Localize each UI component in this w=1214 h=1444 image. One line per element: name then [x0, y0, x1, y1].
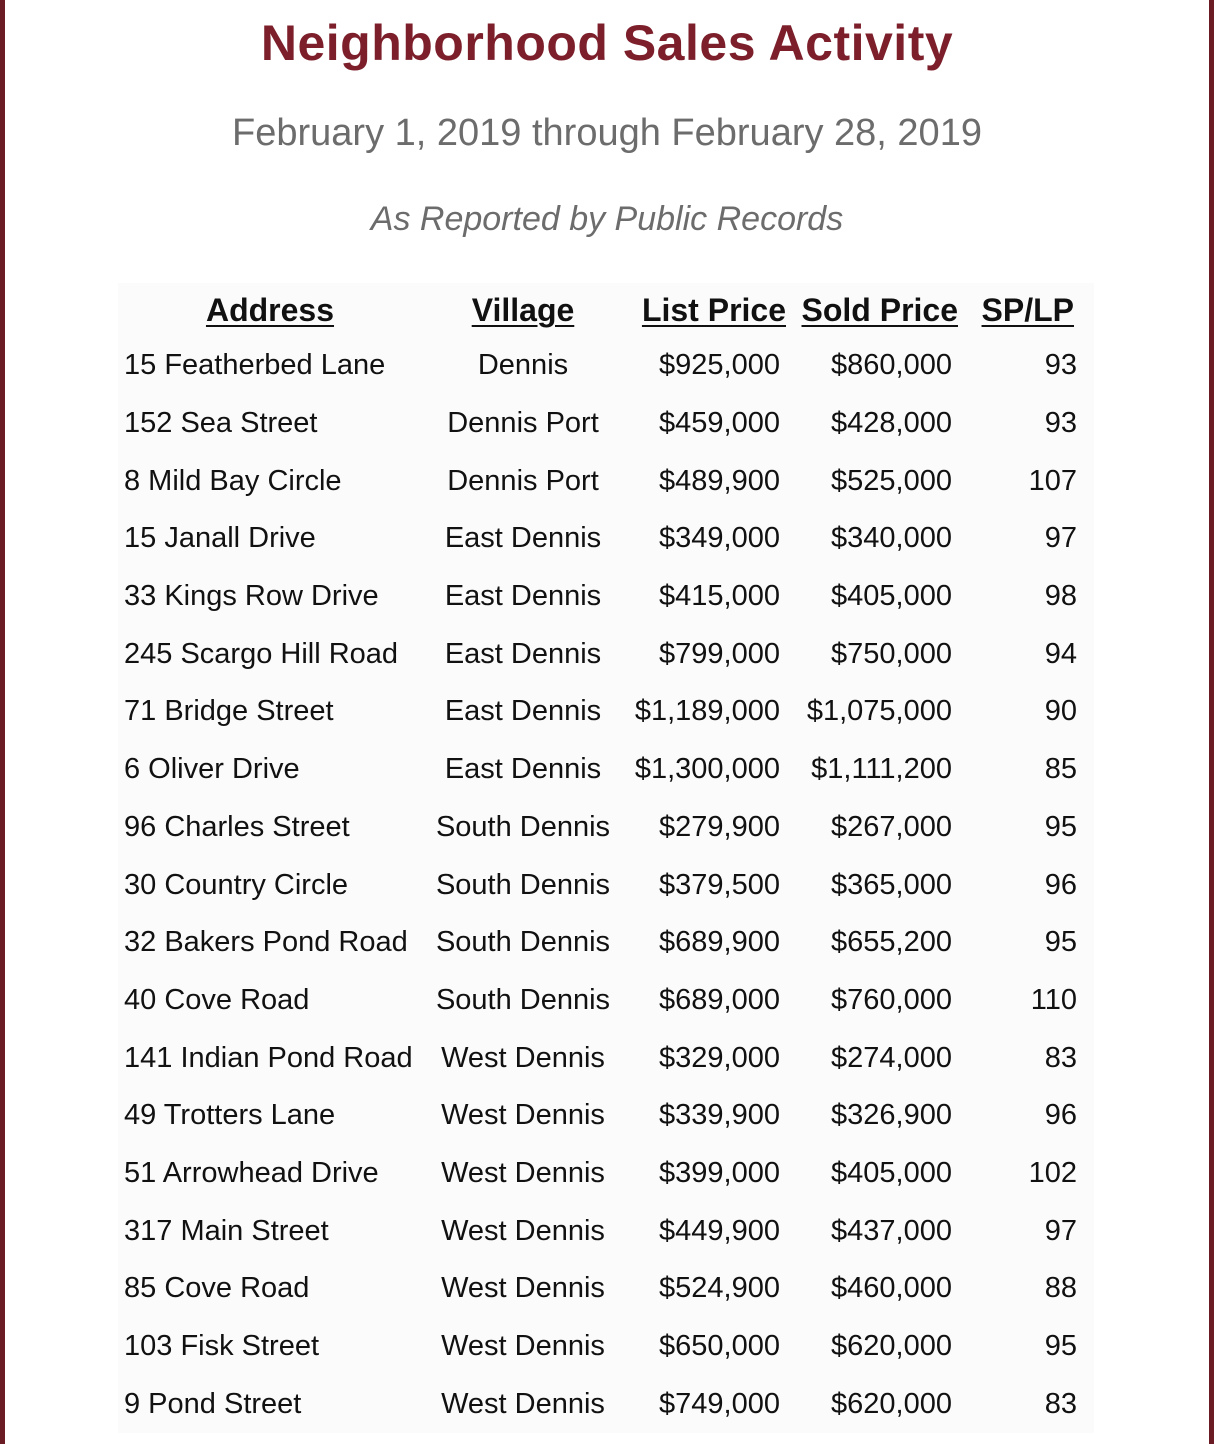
cell-address: 6 Oliver Drive — [124, 753, 300, 786]
cell-sold-price: $405,000 — [831, 580, 952, 613]
cell-list-price: $524,900 — [659, 1272, 780, 1305]
cell-sold-price: $1,075,000 — [806, 695, 952, 728]
table-row — [118, 1375, 1094, 1433]
table-row — [118, 1087, 1094, 1145]
cell-sold-price: $525,000 — [831, 464, 952, 497]
cell-village: East Dennis — [444, 522, 602, 555]
cell-village: Dennis Port — [447, 407, 599, 440]
column-header-sp-lp: SP/LP — [981, 291, 1074, 328]
table-row — [118, 741, 1094, 799]
table-row — [118, 452, 1094, 510]
cell-sp-lp: 93 — [1044, 407, 1077, 440]
cell-address: 51 Arrowhead Drive — [124, 1156, 379, 1189]
cell-village: West Dennis — [441, 1272, 605, 1305]
cell-address: 40 Cove Road — [124, 983, 310, 1016]
cell-sold-price: $405,000 — [831, 1156, 952, 1189]
cell-sp-lp: 90 — [1044, 695, 1077, 728]
cell-village: Dennis — [477, 349, 569, 382]
table-row — [118, 510, 1094, 568]
cell-sold-price: $760,000 — [831, 983, 952, 1016]
cell-address: 8 Mild Bay Circle — [124, 464, 342, 497]
cell-village: East Dennis — [444, 580, 602, 613]
cell-sold-price: $460,000 — [831, 1272, 952, 1305]
sales-table — [118, 283, 1094, 1433]
cell-list-price: $349,000 — [659, 522, 780, 555]
table-row — [118, 1318, 1094, 1376]
table-row — [118, 856, 1094, 914]
cell-sold-price: $267,000 — [831, 810, 952, 843]
cell-address: 49 Trotters Lane — [124, 1099, 336, 1132]
cell-list-price: $650,000 — [659, 1330, 780, 1363]
cell-sold-price: $655,200 — [831, 926, 952, 959]
table-row — [118, 395, 1094, 453]
cell-address: 141 Indian Pond Road — [124, 1041, 413, 1074]
cell-sp-lp: 96 — [1044, 868, 1077, 901]
cell-sp-lp: 88 — [1044, 1272, 1077, 1305]
page-title: Neighborhood Sales Activity — [260, 15, 954, 71]
cell-village: Dennis Port — [447, 464, 599, 497]
cell-village: West Dennis — [441, 1156, 605, 1189]
cell-address: 96 Charles Street — [124, 810, 350, 843]
column-header-address: Address — [205, 291, 335, 328]
cell-address: 317 Main Street — [124, 1214, 329, 1247]
cell-sp-lp: 102 — [1028, 1156, 1077, 1189]
cell-village: South Dennis — [435, 810, 611, 843]
cell-list-price: $689,000 — [659, 983, 780, 1016]
cell-sold-price: $428,000 — [831, 407, 952, 440]
column-header-sold-price: Sold Price — [801, 291, 958, 328]
cell-address: 152 Sea Street — [124, 407, 318, 440]
cell-sold-price: $326,900 — [831, 1099, 952, 1132]
cell-sold-price: $340,000 — [831, 522, 952, 555]
cell-list-price: $329,000 — [659, 1041, 780, 1074]
cell-sold-price: $620,000 — [831, 1330, 952, 1363]
table-row — [118, 1029, 1094, 1087]
cell-sp-lp: 93 — [1044, 349, 1077, 382]
date-range: February 1, 2019 through February 28, 2019 — [232, 112, 982, 154]
cell-sp-lp: 95 — [1044, 810, 1077, 843]
cell-address: 15 Featherbed Lane — [124, 349, 386, 382]
table-row — [118, 568, 1094, 626]
cell-village: East Dennis — [444, 637, 602, 670]
table-row — [118, 683, 1094, 741]
cell-village: South Dennis — [435, 868, 611, 901]
cell-sp-lp: 107 — [1028, 464, 1077, 497]
cell-list-price: $799,000 — [659, 637, 780, 670]
cell-address: 33 Kings Row Drive — [124, 580, 379, 613]
table-row — [118, 337, 1094, 395]
cell-list-price: $279,900 — [659, 810, 780, 843]
column-header-village: Village — [471, 291, 575, 328]
cell-sp-lp: 98 — [1044, 580, 1077, 613]
table-row — [118, 1145, 1094, 1203]
table-row — [118, 972, 1094, 1030]
cell-sold-price: $365,000 — [831, 868, 952, 901]
cell-sold-price: $437,000 — [831, 1214, 952, 1247]
cell-address: 15 Janall Drive — [124, 522, 316, 555]
table-row — [118, 1202, 1094, 1260]
cell-list-price: $339,900 — [659, 1099, 780, 1132]
cell-sold-price: $860,000 — [831, 349, 952, 382]
cell-village: West Dennis — [441, 1214, 605, 1247]
cell-list-price: $925,000 — [659, 349, 780, 382]
table-row — [118, 914, 1094, 972]
cell-sp-lp: 83 — [1044, 1041, 1077, 1074]
cell-sp-lp: 95 — [1044, 926, 1077, 959]
cell-sp-lp: 85 — [1044, 753, 1077, 786]
cell-list-price: $1,189,000 — [634, 695, 780, 728]
cell-village: East Dennis — [444, 753, 602, 786]
table-row — [118, 625, 1094, 683]
cell-list-price: $415,000 — [659, 580, 780, 613]
table-header-row — [118, 283, 1094, 337]
cell-list-price: $1,300,000 — [634, 753, 780, 786]
cell-list-price: $449,900 — [659, 1214, 780, 1247]
table-body — [118, 337, 1094, 1433]
cell-village: East Dennis — [444, 695, 602, 728]
column-header-list-price: List Price — [641, 291, 786, 328]
cell-list-price: $689,900 — [659, 926, 780, 959]
cell-address: 245 Scargo Hill Road — [124, 637, 399, 670]
cell-sp-lp: 83 — [1044, 1387, 1077, 1420]
cell-list-price: $459,000 — [659, 407, 780, 440]
cell-village: South Dennis — [435, 926, 611, 959]
source-note: As Reported by Public Records — [370, 200, 844, 238]
cell-address: 30 Country Circle — [124, 868, 349, 901]
cell-village: South Dennis — [435, 983, 611, 1016]
cell-village: West Dennis — [441, 1330, 605, 1363]
cell-list-price: $399,000 — [659, 1156, 780, 1189]
cell-list-price: $749,000 — [659, 1387, 780, 1420]
cell-sp-lp: 110 — [1030, 983, 1077, 1016]
cell-address: 9 Pond Street — [124, 1387, 302, 1420]
table-row — [118, 799, 1094, 857]
cell-list-price: $489,900 — [659, 464, 780, 497]
cell-address: 85 Cove Road — [124, 1272, 310, 1305]
cell-sold-price: $274,000 — [831, 1041, 952, 1074]
cell-sp-lp: 97 — [1044, 522, 1077, 555]
cell-village: West Dennis — [441, 1041, 605, 1074]
cell-sp-lp: 97 — [1044, 1214, 1077, 1247]
cell-sp-lp: 96 — [1044, 1099, 1077, 1132]
cell-village: West Dennis — [441, 1387, 605, 1420]
cell-sold-price: $750,000 — [831, 637, 952, 670]
cell-sold-price: $620,000 — [831, 1387, 952, 1420]
cell-sp-lp: 94 — [1044, 637, 1077, 670]
cell-village: West Dennis — [441, 1099, 605, 1132]
cell-sp-lp: 95 — [1044, 1330, 1077, 1363]
cell-address: 71 Bridge Street — [124, 695, 334, 728]
cell-address: 32 Bakers Pond Road — [124, 926, 408, 959]
table-row — [118, 1260, 1094, 1318]
cell-address: 103 Fisk Street — [124, 1330, 320, 1363]
cell-sold-price: $1,111,200 — [811, 753, 952, 786]
cell-list-price: $379,500 — [659, 868, 780, 901]
